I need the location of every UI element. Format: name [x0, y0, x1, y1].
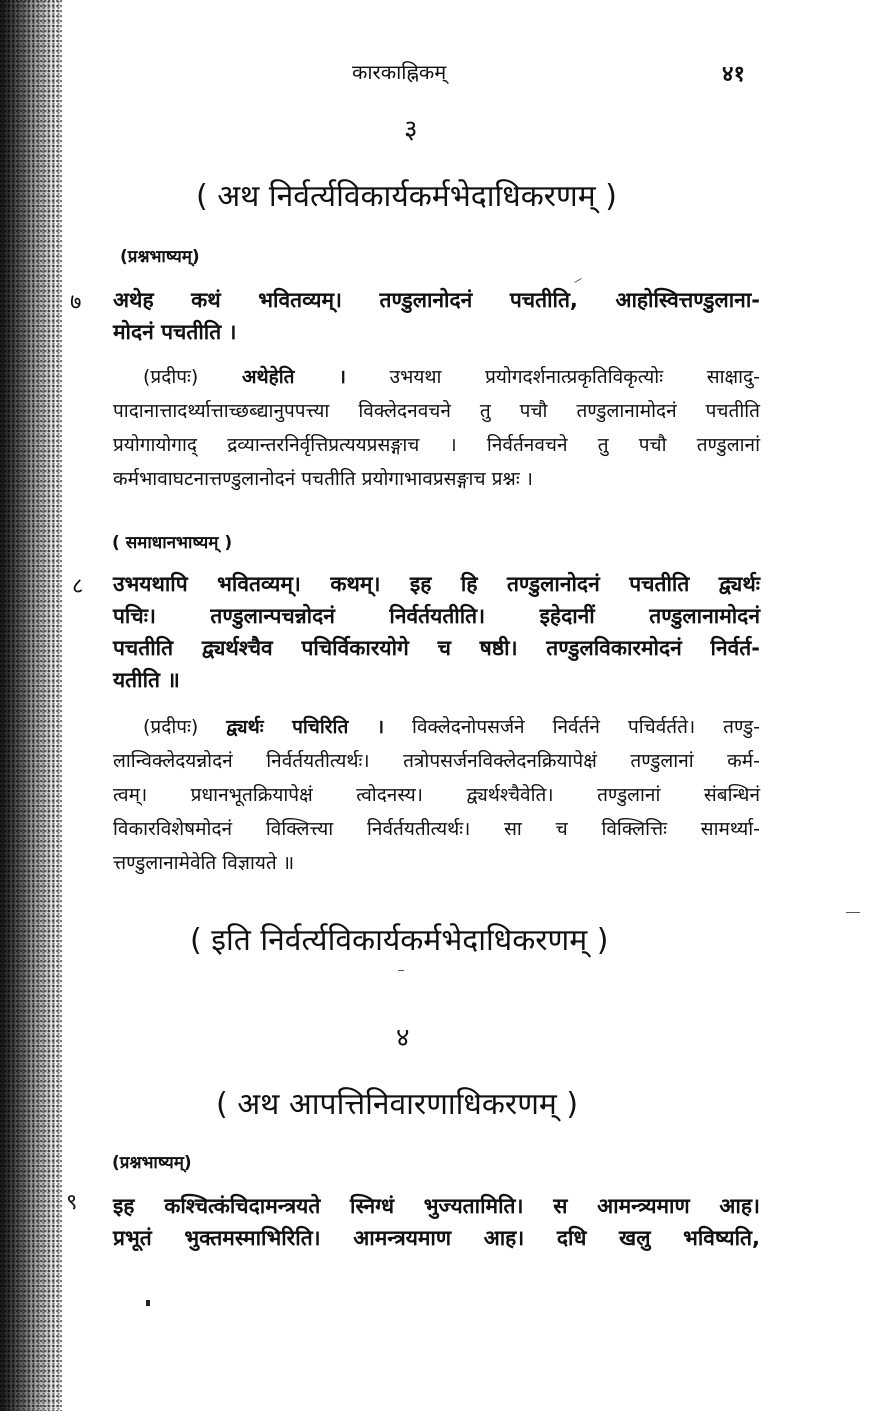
pradipa-line — [113, 360, 760, 394]
pradipa-keyword: द्व्यर्थः पचिरिति । — [226, 716, 385, 738]
section-closing: ( इति निर्वर्त्यविकार्यकर्मभेदाधिकरणम् ) — [190, 923, 609, 958]
bhashya-line: पचिः। तण्डुलान्पचन्नोदनं निर्वर्तयतीति। इहेदानीं तण्डुलानामोदनं — [113, 604, 760, 628]
bhashya-line: इह कश्चित्कंचिदामन्त्रयते स्निग्धं भुज्यतामिति। स आमन्त्र्यमाण आह। — [113, 1194, 760, 1218]
verse-number: ८ — [72, 574, 84, 599]
section-heading: ( अथ निर्वर्त्यविकार्यकर्मभेदाधिकरणम् ) — [196, 179, 617, 214]
block-label: (प्रश्नभाष्यम्) — [120, 247, 200, 267]
page-number: ४१ — [722, 62, 745, 87]
bhashya-line: अथेह कथं भवितव्यम्। तण्डुलानोदनं पचतीति, आहोस्वित्तण्डुलाना- — [113, 288, 760, 312]
ink-speck — [146, 1300, 150, 1306]
pradipa-line: पादानात्तादर्थ्यात्ताच्छब्द्यानुपपत्त्या विक्लेदनवचने तु पचौ तण्डुलानामोदनं पचतीति — [113, 400, 760, 422]
pradipa-line: त्वम्। प्रधानभूतक्रियापेक्षं त्वोदनस्य। द्व्यर्थश्चैवेति। तण्डुलानां संबन्धिनं — [113, 784, 760, 806]
block-label: ( समाधानभाष्यम् ) — [112, 533, 233, 553]
pradipa-line: प्रयोगायोगाद् द्रव्यान्तरनिर्वृत्तिप्रत्ययप्रसङ्गाच । निर्वर्तनवचने तु पचौ तण्डुलानां — [113, 434, 760, 456]
pradipa-line: विकारविशेषमोदनं विक्लित्त्या निर्वर्तयतीत्यर्थः। सा च विक्लित्तिः सामर्थ्या- — [113, 818, 760, 840]
ink-speck — [398, 970, 404, 971]
bhashya-line: प्रभूतं भुक्तमस्माभिरिति। आमन्त्रयमाण आह। दधि खलु भविष्यति, — [113, 1226, 760, 1250]
bhashya-line: मोदनं पचतीति । — [113, 320, 237, 344]
pradipa-line: लान्विक्लेदयन्नोदनं निर्वर्तयतीत्यर्थः। तत्रोपसर्जनविक्लेदनक्रियापेक्षं तण्डुलानां कर्म- — [113, 750, 760, 772]
bhashya-line: उभयथापि भवितव्यम्। कथम्। इह हि तण्डुलानोदनं पचतीति द्व्यर्थः — [113, 572, 760, 596]
bhashya-line: यतीति ॥ — [113, 668, 180, 692]
pradipa-keyword: अथेहेति । — [241, 366, 346, 388]
pradipa-line — [113, 710, 760, 744]
pradipa-line: त्तण्डुलानामेवेति विज्ञायते ॥ — [113, 852, 295, 874]
pradipa-line: कर्मभावाघटनात्तण्डुलानोदनं पचतीति प्रयोगाभावप्रसङ्गाच प्रश्नः । — [113, 468, 533, 490]
bhashya-text — [113, 284, 760, 348]
pradipa-commentary — [113, 710, 760, 880]
verse-number: ७ — [70, 290, 82, 315]
ink-speck — [846, 912, 860, 913]
pradipa-commentary — [113, 360, 760, 496]
ink-speck — [574, 278, 581, 283]
section-number: ४ — [396, 1023, 410, 1053]
section-number: ३ — [404, 115, 418, 145]
pradipa-line-text: उभयथा प्रयोगदर्शनात्प्रकृतिविकृत्योः साक्षादु- — [389, 366, 760, 388]
bhashya-text — [113, 568, 760, 696]
pradipa-line-text: विक्लेदनोपसर्जने निर्वर्तने पचिर्वर्तते। तण्डु- — [412, 716, 760, 738]
running-header-title: कारकाह्निकम् — [352, 60, 447, 84]
section-heading: ( अथ आपत्तिनिवारणाधिकरणम् ) — [216, 1087, 579, 1122]
block-label: (प्रश्नभाष्यम्) — [112, 1153, 192, 1173]
pradipa-lead: (प्रदीपः) — [143, 716, 199, 738]
verse-number: ९ — [66, 1190, 78, 1215]
bhashya-text — [113, 1190, 760, 1254]
bhashya-line: पचतीति द्व्यर्थश्चैव पचिर्विकारयोगे च षष्ठी। तण्डुलविकारमोदनं निर्वर्त- — [113, 636, 760, 660]
pradipa-lead: (प्रदीपः) — [143, 366, 199, 388]
